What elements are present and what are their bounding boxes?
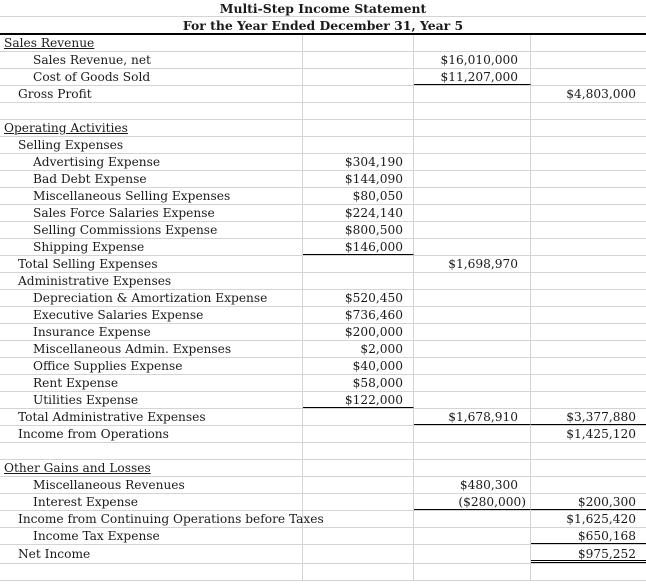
cell[interactable] <box>0 460 303 476</box>
cell[interactable] <box>414 222 531 238</box>
cell[interactable] <box>531 375 646 391</box>
cell[interactable] <box>414 307 531 323</box>
cell[interactable] <box>414 341 531 357</box>
row-selling-item <box>0 222 646 239</box>
cell[interactable] <box>303 35 414 51</box>
cell[interactable] <box>303 256 414 272</box>
label-cell[interactable]: Depreciation & Amortization Expense <box>0 290 303 306</box>
label-cell[interactable]: Rent Expense <box>0 375 303 391</box>
value-cell[interactable]: $122,000 <box>303 392 414 408</box>
cell[interactable] <box>531 460 646 476</box>
cell[interactable] <box>414 171 531 187</box>
cell[interactable] <box>531 154 646 170</box>
row-admin-item <box>0 324 646 341</box>
value-cell[interactable]: $4,803,000 <box>566 87 636 101</box>
label-cell[interactable]: Miscellaneous Revenues <box>0 477 303 493</box>
cell[interactable] <box>414 239 531 255</box>
label-cell[interactable]: Interest Expense <box>0 494 303 510</box>
row-blank <box>0 564 646 581</box>
row-admin-item <box>0 375 646 392</box>
cell[interactable] <box>414 324 531 340</box>
cell[interactable] <box>414 103 531 119</box>
label-cell[interactable]: Advertising Expense <box>0 154 303 170</box>
cell[interactable] <box>303 409 414 425</box>
label-cell[interactable]: Office Supplies Expense <box>0 358 303 374</box>
cell[interactable] <box>414 375 531 391</box>
cell[interactable] <box>303 52 414 68</box>
row-selling-item <box>0 205 646 222</box>
row-income-from-operations <box>0 426 646 443</box>
row-other-header <box>0 460 646 477</box>
label-cell[interactable]: Miscellaneous Selling Expenses <box>0 188 303 204</box>
statement-period: For the Year Ended December 31, Year 5 <box>182 18 464 33</box>
row-selling-item <box>0 188 646 205</box>
row-admin-header <box>0 273 646 290</box>
cell[interactable] <box>303 545 414 563</box>
cell[interactable] <box>414 273 531 289</box>
label-cell[interactable]: Bad Debt Expense <box>0 171 303 187</box>
label-cell[interactable]: Total Administrative Expenses <box>0 409 303 425</box>
cell[interactable] <box>531 341 646 357</box>
label-cell[interactable]: Net Income <box>0 545 303 563</box>
section-header-operating: Operating Activities <box>4 121 128 135</box>
cell[interactable] <box>303 86 414 102</box>
statement-title: Multi-Step Income Statement <box>219 1 427 16</box>
cell[interactable] <box>303 528 414 544</box>
cell[interactable] <box>414 511 531 527</box>
value-cell[interactable]: $224,140 <box>303 205 414 221</box>
cell[interactable] <box>531 137 646 153</box>
value-cell[interactable]: $200,000 <box>303 324 414 340</box>
cell[interactable] <box>303 494 414 510</box>
row-admin-item <box>0 290 646 307</box>
label-cell[interactable]: Cost of Goods Sold <box>0 69 303 85</box>
label-cell[interactable]: Utilities Expense <box>0 392 303 408</box>
value-cell[interactable]: $146,000 <box>303 239 414 255</box>
cell[interactable] <box>303 460 414 476</box>
cell[interactable] <box>303 564 414 580</box>
row-admin-item <box>0 358 646 375</box>
cell[interactable] <box>531 477 646 493</box>
row-selling-item <box>0 239 646 256</box>
cell[interactable] <box>414 443 531 459</box>
value-cell[interactable]: $800,500 <box>303 222 414 238</box>
row-misc-revenues <box>0 477 646 494</box>
total-operating-expenses-cell[interactable]: $3,377,880 <box>531 409 646 425</box>
value-cell[interactable]: $480,300 <box>414 477 531 493</box>
cell[interactable] <box>531 205 646 221</box>
row-admin-item <box>0 341 646 358</box>
cell[interactable] <box>414 426 531 442</box>
net-income-value[interactable]: $975,252 <box>531 545 646 563</box>
cell[interactable] <box>303 120 414 136</box>
value-cell[interactable]: $1,625,420 <box>566 512 636 526</box>
row-income-before-taxes <box>0 511 646 528</box>
cell[interactable] <box>531 324 646 340</box>
cell[interactable] <box>303 477 414 493</box>
row-cogs <box>0 69 646 86</box>
value-cell[interactable]: $2,000 <box>303 341 414 357</box>
row-total-selling <box>0 256 646 273</box>
cell[interactable] <box>303 273 414 289</box>
cell[interactable] <box>414 86 531 102</box>
cell[interactable] <box>0 564 303 580</box>
cell[interactable] <box>414 545 531 563</box>
value-cell[interactable]: ($280,000) <box>414 494 531 510</box>
row-net-income <box>0 545 646 564</box>
value-cell[interactable]: $1,425,120 <box>566 427 636 441</box>
label-cell[interactable]: Gross Profit <box>0 86 303 102</box>
row-admin-item <box>0 392 646 409</box>
title-row-1 <box>0 0 646 17</box>
cell[interactable] <box>531 103 646 119</box>
cell[interactable] <box>414 528 531 544</box>
title-row-2 <box>0 17 646 35</box>
cell[interactable] <box>0 120 303 136</box>
label-cell[interactable]: Insurance Expense <box>0 324 303 340</box>
label-cell[interactable]: Miscellaneous Admin. Expenses <box>0 341 303 357</box>
subsection-header-admin[interactable]: Administrative Expenses <box>0 273 303 289</box>
cell[interactable] <box>531 239 646 255</box>
cell[interactable] <box>531 222 646 238</box>
cell[interactable] <box>414 358 531 374</box>
label-cell[interactable]: Sales Revenue, net <box>0 52 303 68</box>
value-cell[interactable]: $16,010,000 <box>414 52 531 68</box>
cell[interactable] <box>414 120 531 136</box>
row-selling-header <box>0 137 646 154</box>
cell[interactable] <box>531 69 646 85</box>
section-header-sales-revenue: Sales Revenue <box>4 36 95 50</box>
cell[interactable] <box>414 290 531 306</box>
value-cell[interactable]: $144,090 <box>303 171 414 187</box>
cell[interactable] <box>531 273 646 289</box>
label-cell[interactable]: Total Selling Expenses <box>0 256 303 272</box>
cell[interactable] <box>531 120 646 136</box>
cell[interactable] <box>531 290 646 306</box>
row-income-tax <box>0 528 646 545</box>
value-cell[interactable]: $736,460 <box>303 307 414 323</box>
value-cell[interactable]: $304,190 <box>303 154 414 170</box>
row-blank <box>0 103 646 120</box>
cell[interactable] <box>531 392 646 408</box>
cell[interactable] <box>531 443 646 459</box>
row-admin-item <box>0 307 646 324</box>
value-cell[interactable]: $58,000 <box>303 375 414 391</box>
label-cell[interactable]: Executive Salaries Expense <box>0 307 303 323</box>
label-cell[interactable]: Income Tax Expense <box>0 528 303 544</box>
cell[interactable] <box>531 564 646 580</box>
row-selling-item <box>0 171 646 188</box>
row-selling-item <box>0 154 646 171</box>
value-cell[interactable]: $40,000 <box>303 358 414 374</box>
value-cell[interactable]: $11,207,000 <box>414 69 531 85</box>
label-cell[interactable]: Income from Continuing Operations before Taxes <box>0 511 303 527</box>
cell[interactable] <box>531 52 646 68</box>
cell[interactable] <box>0 443 303 459</box>
cell[interactable] <box>303 69 414 85</box>
subsection-header-selling[interactable]: Selling Expenses <box>0 137 303 153</box>
cell[interactable] <box>303 443 414 459</box>
cell[interactable] <box>414 392 531 408</box>
net-other-cell[interactable]: $200,300 <box>531 494 646 510</box>
cell[interactable] <box>414 460 531 476</box>
cell[interactable] <box>0 35 303 51</box>
cell[interactable] <box>303 137 414 153</box>
cell[interactable] <box>414 564 531 580</box>
cell[interactable] <box>531 256 646 272</box>
label-cell[interactable]: Sales Force Salaries Expense <box>0 205 303 221</box>
cell[interactable] <box>531 188 646 204</box>
row-blank <box>0 443 646 460</box>
value-cell[interactable]: $1,678,910 <box>414 409 531 425</box>
cell[interactable] <box>303 103 414 119</box>
cell[interactable] <box>303 511 414 527</box>
row-gross-profit <box>0 86 646 103</box>
row-interest-expense <box>0 494 646 511</box>
cell[interactable] <box>531 171 646 187</box>
cell[interactable] <box>303 426 414 442</box>
label-cell[interactable]: Shipping Expense <box>0 239 303 255</box>
cell[interactable] <box>414 35 531 51</box>
cell[interactable] <box>531 307 646 323</box>
row-sales-revenue-header <box>0 35 646 52</box>
cell[interactable] <box>0 103 303 119</box>
value-cell[interactable]: $650,168 <box>531 528 646 544</box>
value-cell[interactable]: $1,698,970 <box>414 256 531 272</box>
section-header-other: Other Gains and Losses <box>4 461 151 475</box>
value-cell[interactable]: $520,450 <box>303 290 414 306</box>
cell[interactable] <box>531 35 646 51</box>
label-cell[interactable]: Selling Commissions Expense <box>0 222 303 238</box>
cell[interactable] <box>531 358 646 374</box>
label-cell[interactable]: Income from Operations <box>0 426 303 442</box>
cell[interactable] <box>414 205 531 221</box>
cell[interactable] <box>414 137 531 153</box>
cell[interactable] <box>414 154 531 170</box>
row-total-admin <box>0 409 646 426</box>
value-cell[interactable]: $80,050 <box>303 188 414 204</box>
row-operating-header <box>0 120 646 137</box>
row-sales-revenue-net <box>0 52 646 69</box>
cell[interactable] <box>414 188 531 204</box>
